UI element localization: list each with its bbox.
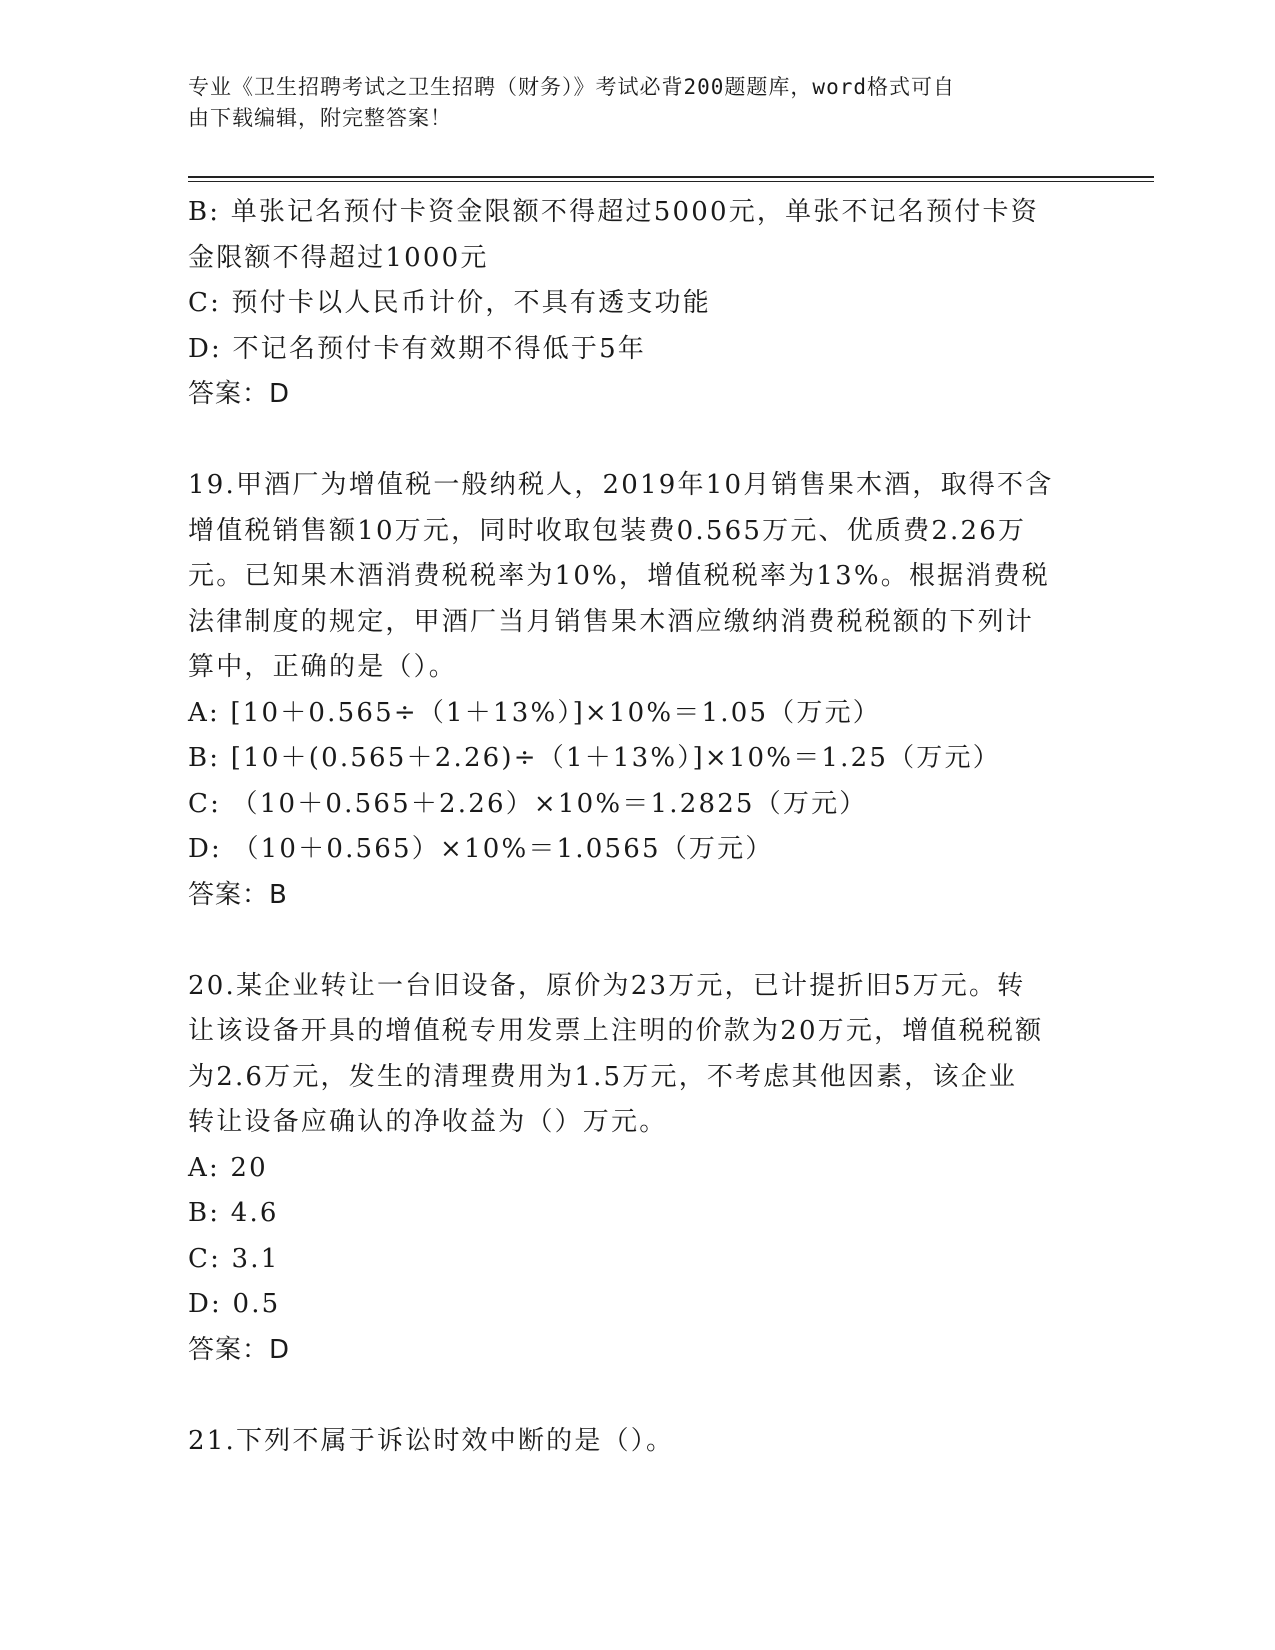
question-21 — [188, 1419, 1088, 1465]
header-line-1: 专业《卫生招聘考试之卫生招聘（财务）》考试必背200题题库，word格式可自 — [188, 75, 955, 99]
question-stem-line: 19.甲酒厂为增值税一般纳税人，2019年10月销售果木酒，取得不含 — [188, 470, 1054, 500]
question-stem-line: 为2.6万元，发生的清理费用为1.5万元，不考虑其他因素，该企业 — [188, 1061, 1018, 1092]
header-divider-thin — [188, 181, 1154, 182]
question-stem-line: 让该设备开具的增值税专用发票上注明的价款为20万元，增值税税额 — [188, 1016, 1044, 1046]
option-a: A: [10＋0.565÷（1＋13%）]×10%＝1.05（万元） — [188, 697, 881, 728]
option-b: B: [10＋(0.565＋2.26)÷（1＋13%）]×10%＝1.25（万元） — [188, 743, 1001, 773]
option-d: D: （10＋0.565）×10%＝1.0565（万元） — [188, 834, 774, 864]
question-stem-line: 20.某企业转让一台旧设备，原价为23万元，已计提折旧5万元。转 — [188, 970, 1026, 1001]
question-stem-line: 算中，正确的是（）。 — [188, 652, 458, 682]
option-c: C: 预付卡以人民币计价，不具有透支功能 — [188, 288, 711, 318]
option-a: A: 20 — [188, 1152, 268, 1183]
spacer — [188, 1373, 1088, 1419]
question-stem-line: 转让设备应确认的净收益为（）万元。 — [188, 1107, 668, 1137]
document-header — [188, 72, 1088, 134]
header-line-2: 由下载编辑，附完整答案！ — [188, 106, 452, 130]
spacer — [188, 918, 1088, 964]
question-stem-line: 21.下列不属于诉讼时效中断的是（）。 — [188, 1425, 675, 1456]
question-stem-line: 法律制度的规定，甲酒厂当月销售果木酒应缴纳消费税税额的下列计 — [188, 606, 1035, 637]
option-d: D: 0.5 — [188, 1289, 281, 1319]
option-b-line-2: 金限额不得超过1000元 — [188, 242, 489, 273]
question-19 — [188, 463, 1088, 918]
option-b: B: 4.6 — [188, 1198, 279, 1228]
question-stem-line: 增值税销售额10万元，同时收取包装费0.565万元、优质费2.26万 — [188, 515, 1027, 546]
option-c: C: 3.1 — [188, 1243, 280, 1274]
option-b-line-1: B: 单张记名预付卡资金限额不得超过5000元，单张不记名预付卡资 — [188, 197, 1039, 227]
question-18-continued — [188, 190, 1088, 418]
option-d: D: 不记名预付卡有效期不得低于5年 — [188, 333, 647, 364]
header-divider-thick — [188, 176, 1154, 178]
question-20 — [188, 964, 1088, 1374]
document-body — [188, 190, 1088, 1464]
spacer — [188, 418, 1088, 464]
answer: 答案：D — [188, 1334, 291, 1365]
question-stem-line: 元。已知果木酒消费税税率为10%，增值税税率为13%。根据消费税 — [188, 561, 1050, 591]
answer: 答案：B — [188, 879, 288, 910]
option-c: C: （10＋0.565＋2.26）×10%＝1.2825（万元） — [188, 788, 868, 819]
answer: 答案：D — [188, 379, 291, 409]
